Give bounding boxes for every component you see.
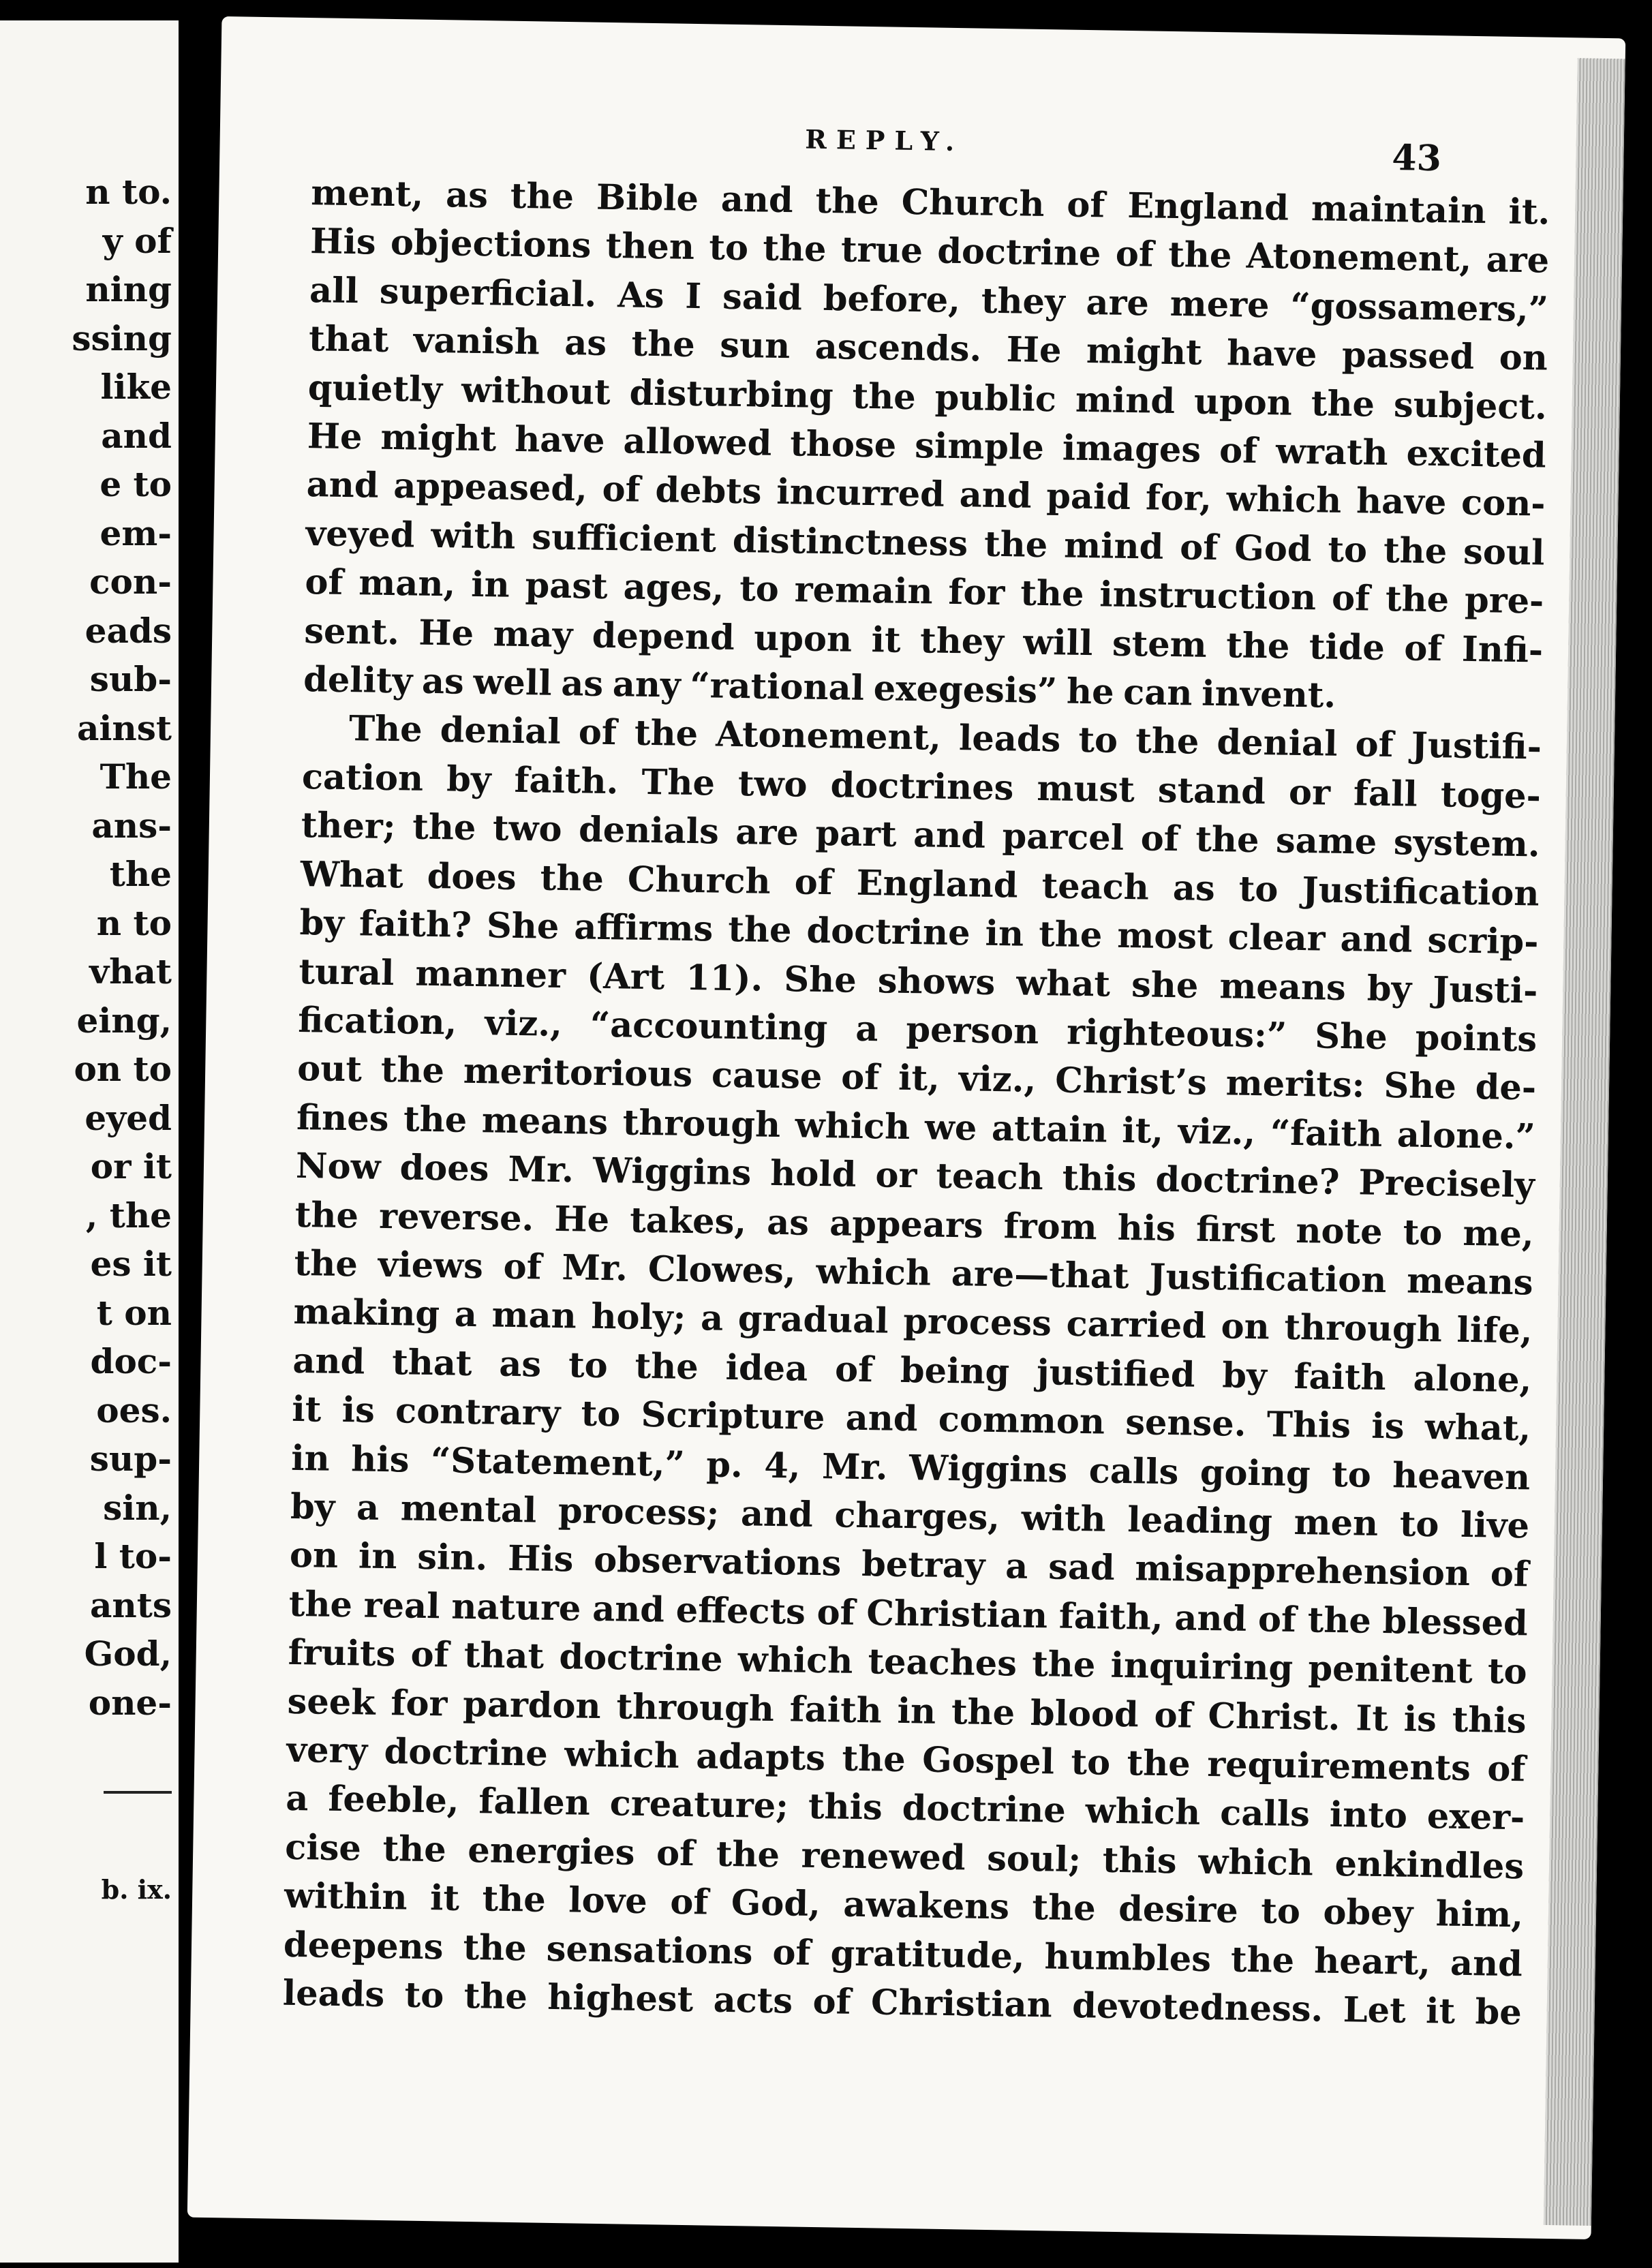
text-line: fication, viz., “accounting a person righteous:” She points	[297, 999, 1538, 1060]
text-line: and that as to the idea of being justified by faith alone,	[292, 1340, 1532, 1401]
text-line: on in sin. His observations betray a sad misapprehension of	[289, 1535, 1529, 1595]
facing-page-footnote: b. ix.	[101, 1874, 172, 1905]
facing-page-line: God,	[84, 1634, 172, 1674]
facing-page-line: , the	[85, 1195, 172, 1236]
text-line: seek for pardon through faith in the blood of Christ. It is this	[287, 1681, 1527, 1741]
facing-page-line: like	[100, 367, 172, 407]
facing-page-line: l to-	[94, 1536, 172, 1576]
text-line: the real nature and effects of Christian faith, and of the blessed	[288, 1583, 1529, 1644]
facing-page-line: eing,	[76, 1000, 172, 1041]
facing-page-line: e to	[100, 464, 172, 504]
text-line: of man, in past ages, to remain for the instruction of the pre-	[304, 562, 1544, 622]
facing-page-line: or it	[90, 1146, 172, 1186]
text-line: His objections then to the true doctrine of the Atonement, are	[309, 221, 1550, 282]
text-line: Now does Mr. Wiggins hold or teach this doctrine? Precisely	[295, 1146, 1535, 1206]
text-line: by faith? She affirms the doctrine in the most clear and scrip-	[299, 902, 1539, 963]
footnote-rule	[104, 1791, 172, 1794]
text-line: sent. He may depend upon it they will stem the tide of Infi-	[303, 610, 1544, 671]
text-line: What does the Church of England teach as to Justification	[300, 853, 1540, 915]
text-line: cation by faith. The two doctrines must stand or fall toge-	[301, 756, 1542, 817]
text-line: that vanish as the sun ascends. He might have passed on	[308, 318, 1548, 379]
book-page	[187, 16, 1625, 2239]
facing-page-line: oes.	[96, 1390, 172, 1430]
text-line: very doctrine which adapts the Gospel to the requirements of	[286, 1729, 1526, 1790]
text-line: delity as well as any “rational exegesis” he can invent.	[303, 659, 1336, 716]
text-line: tural manner (Art 11). She shows what she means by Justi-	[299, 951, 1538, 1012]
page-edge-stack	[1544, 58, 1625, 2226]
facing-page-line: n to.	[85, 172, 172, 212]
facing-page-line: ning	[85, 269, 172, 309]
facing-page-line: ssing	[72, 318, 172, 358]
facing-page-text	[72, 168, 172, 1727]
text-line: quietly without disturbing the public mind upon the subject.	[307, 367, 1548, 428]
facing-page-line: doc-	[90, 1341, 172, 1381]
text-line: deepens the sensations of gratitude, humbles the heart, and	[283, 1924, 1523, 1984]
facing-page-line: y of	[102, 220, 172, 261]
text-line: it is contrary to Scripture and common sense. This is what,	[291, 1389, 1531, 1450]
facing-page-line: con-	[89, 562, 172, 602]
text-line: all superficial. As I said before, they are mere “gossamers,”	[309, 269, 1549, 331]
text-line: veyed with sufficient distinctness the mind of God to the soul	[305, 512, 1545, 574]
facing-page-line: on to	[74, 1049, 172, 1089]
facing-page-line: and	[101, 415, 172, 456]
text-line: and appeased, of debts incurred and paid for, which have con-	[306, 464, 1546, 525]
text-line: fruits of that doctrine which teaches the inquiring penitent to	[288, 1632, 1528, 1693]
facing-page-line: one-	[88, 1682, 172, 1723]
facing-page-line: n to	[96, 902, 172, 943]
text-line: ther; the two denials are part and parcel of the same system.	[301, 805, 1541, 865]
running-head: REPLY.	[804, 123, 964, 157]
ink-speck	[316, 2235, 323, 2239]
facing-page-line: em-	[100, 512, 172, 553]
facing-page-line: The	[100, 756, 172, 797]
text-line: by a mental process; and charges, with leading men to live	[290, 1486, 1530, 1547]
text-line: fines the means through which we attain it, viz., “faith alone.”	[296, 1097, 1536, 1158]
text-line: He might have allowed those simple images of wrath excited	[307, 416, 1547, 476]
facing-page-line: ainst	[77, 707, 172, 748]
facing-page-line: vhat	[89, 951, 172, 992]
body-text	[282, 169, 1550, 2038]
text-line: cise the energies of the renewed soul; this which enkindles	[284, 1826, 1525, 1888]
text-line: making a man holy; a gradual process carried on through life,	[293, 1291, 1533, 1352]
text-line: a feeble, fallen creature; this doctrine which calls into exer-	[285, 1778, 1525, 1839]
page-number: 43	[1391, 137, 1442, 180]
facing-page-line: eads	[85, 610, 172, 651]
text-line: in his “Statement,” p. 4, Mr. Wiggins calls going to heaven	[290, 1437, 1531, 1498]
facing-page-fragment	[0, 20, 185, 2263]
text-line: out the meritorious cause of it, viz., Christ’s merits: She de-	[296, 1048, 1537, 1109]
facing-page-line: eyed	[85, 1097, 172, 1138]
text-line: leads to the highest acts of Christian devotedness. Let it be	[282, 1972, 1523, 2034]
facing-page-line: es it	[90, 1244, 172, 1284]
facing-page-line: sin,	[103, 1487, 172, 1528]
facing-page-line: sup-	[89, 1439, 172, 1479]
facing-page-line: the	[109, 854, 172, 894]
facing-page-line: ans-	[91, 805, 172, 846]
facing-page-line: t on	[96, 1292, 172, 1333]
facing-page-line: ants	[90, 1584, 172, 1625]
text-line: ment, as the Bible and the Church of England maintain it.	[310, 172, 1550, 233]
text-line: within it the love of God, awakens the desire to obey him,	[284, 1875, 1524, 1936]
text-line: the views of Mr. Clowes, which are—that Justification means	[294, 1242, 1534, 1304]
text-line: The denial of the Atonement, leads to the denial of Justifi-	[348, 708, 1542, 769]
text-line: the reverse. He takes, as appears from his first note to me,	[294, 1194, 1535, 1255]
facing-page-line: sub-	[89, 659, 172, 699]
